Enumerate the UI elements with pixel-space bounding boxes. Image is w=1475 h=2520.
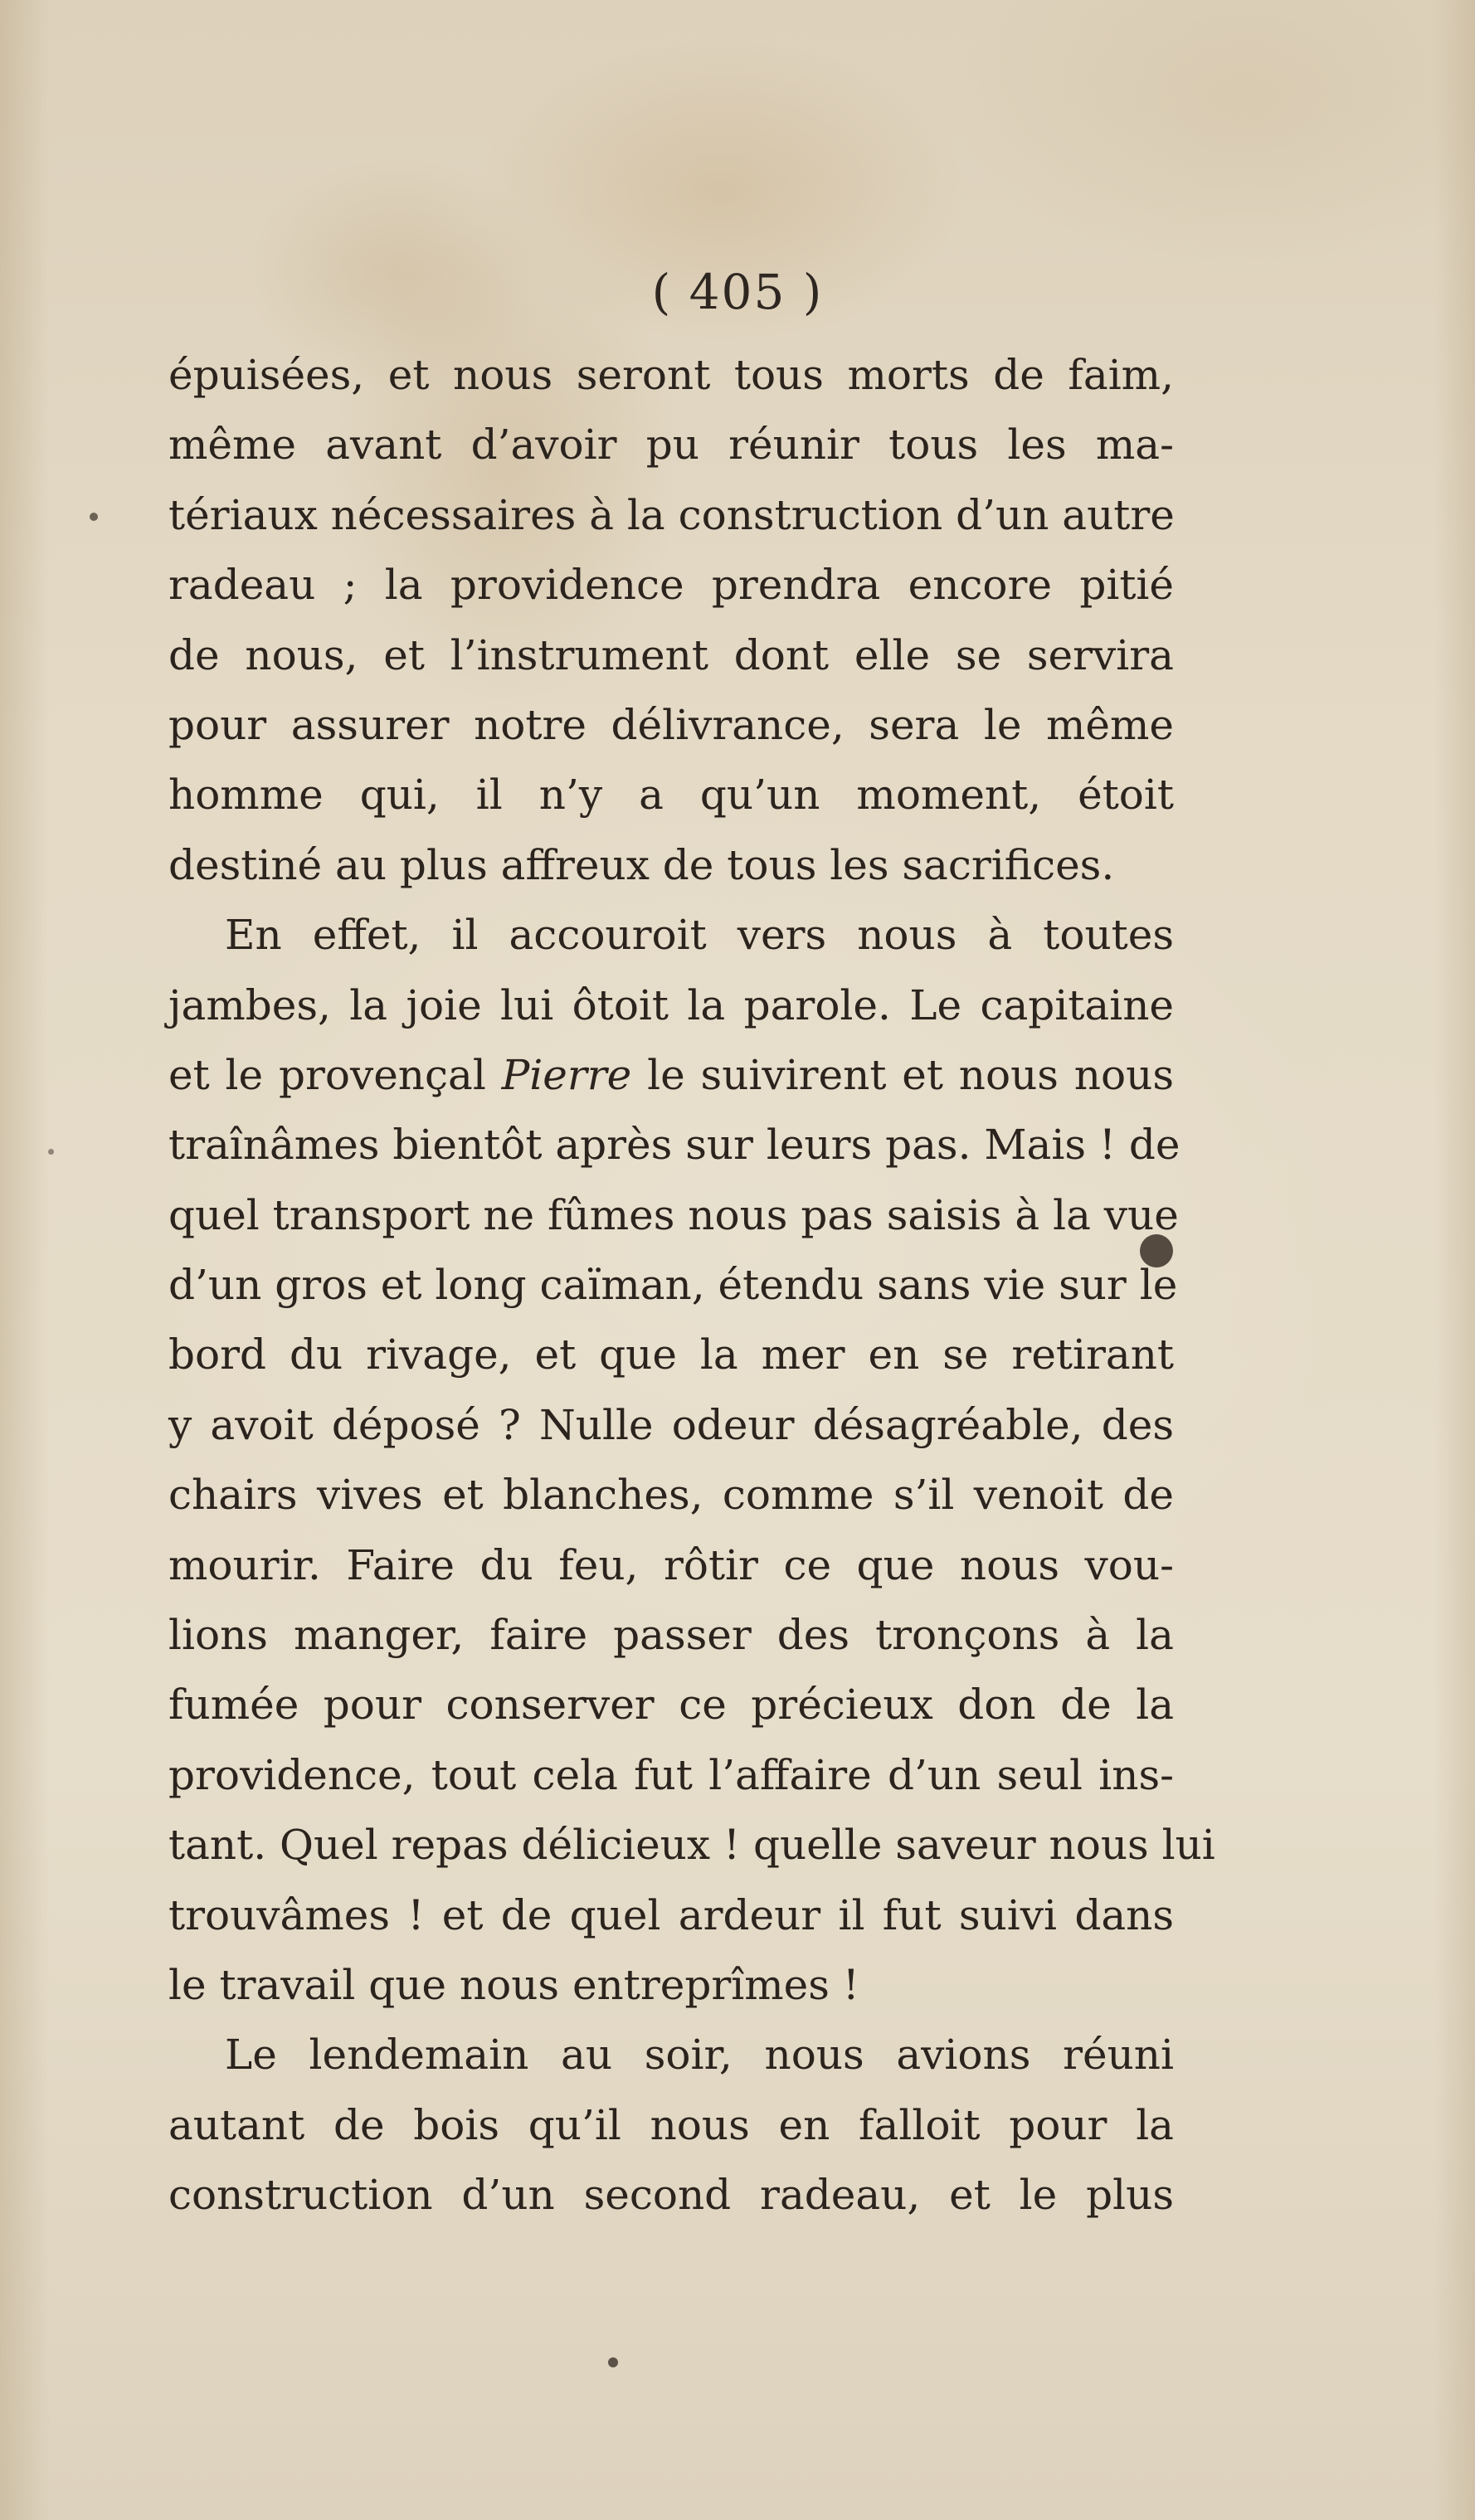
text-line: providence, tout cela fut l’affaire d’un seul ins- xyxy=(168,1750,1174,1799)
page-edge-shadow-left xyxy=(0,0,50,2520)
text-line: de nous, et l’instrument dont elle se servira xyxy=(168,630,1174,679)
text-line xyxy=(168,1040,1174,1110)
text-line: autant de bois qu’il nous en falloit pour la xyxy=(168,2100,1174,2149)
text-line: d’un gros et long caïman, étendu sans vie sur le xyxy=(168,1261,1178,1310)
text-line: tant. Quel repas délicieux ! quelle saveur nous lui xyxy=(168,1821,1215,1870)
page-number: ( 405 ) xyxy=(651,264,824,320)
text-run: le suivirent et nous nous xyxy=(631,1050,1174,1099)
text-line: le travail que nous entreprîmes ! xyxy=(168,1960,859,2009)
text-line: traînâmes bientôt après sur leurs pas. Mais ! de xyxy=(168,1121,1180,1170)
text-line: lions manger, faire passer des tronçons à la xyxy=(168,1611,1174,1660)
ink-speck xyxy=(608,2357,618,2367)
text-line: homme qui, il n’y a qu’un moment, étoit xyxy=(168,771,1174,820)
italic-name: Pierre xyxy=(501,1050,632,1099)
text-line: chairs vives et blanches, comme s’il venoit de xyxy=(168,1471,1174,1520)
page-edge-shadow-right xyxy=(1434,0,1475,2520)
text-line: Le lendemain au soir, nous avions réuni xyxy=(225,2031,1174,2080)
text-line: destiné au plus affreux de tous les sacrifices. xyxy=(168,840,1115,889)
text-line: y avoit déposé ? Nulle odeur désagréable, des xyxy=(168,1400,1174,1449)
text-line: jambes, la joie lui ôtoit la parole. Le capitaine xyxy=(168,980,1174,1029)
text-line: épuisées, et nous seront tous morts de faim, xyxy=(168,351,1174,399)
body-text xyxy=(168,340,1215,2231)
text-line: fumée pour conserver ce précieux don de la xyxy=(168,1681,1174,1729)
text-line: mourir. Faire du feu, rôtir ce que nous vou- xyxy=(168,1540,1174,1589)
ink-speck xyxy=(90,513,98,521)
text-run: et le provençal xyxy=(168,1050,502,1099)
text-line: quel transport ne fûmes nous pas saisis à la vue xyxy=(168,1190,1179,1239)
text-line: tériaux nécessaires à la construction d’un autre xyxy=(168,490,1175,539)
text-line: radeau ; la providence prendra encore pitié xyxy=(168,561,1174,610)
text-line: même avant d’avoir pu réunir tous les ma- xyxy=(168,421,1174,469)
text-line: pour assurer notre délivrance, sera le même xyxy=(168,700,1174,749)
text-line: bord du rivage, et que la mer en se retirant xyxy=(168,1331,1174,1379)
ink-speck xyxy=(48,1149,54,1155)
text-line: trouvâmes ! et de quel ardeur il fut suivi dans xyxy=(168,1890,1174,1939)
text-line: En effet, il accouroit vers nous à toutes xyxy=(225,911,1174,960)
text-line: construction d’un second radeau, et le plus xyxy=(168,2171,1174,2220)
